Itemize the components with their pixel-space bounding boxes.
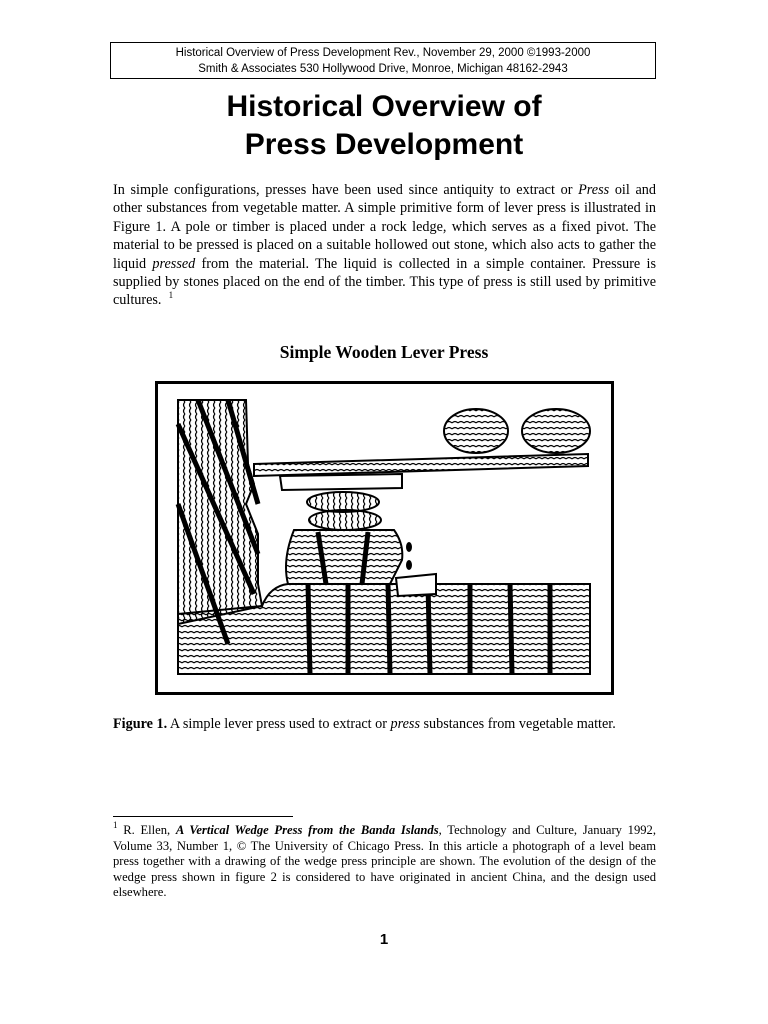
document-header — [110, 42, 656, 79]
title-line-1: Historical Overview of — [226, 90, 542, 123]
footnote-text: , Technology and Culture, January 1992, Volume 33, Number 1, © The University of Chicago Press. In this article a photograph of a level beam press together with a drawing of the wedge press principle are shown. The evolution of the design of the wedge press shown in figure 2 is considered to have originated in ancient China, and the design used elsewhere. — [113, 823, 656, 900]
caption-text-1: A simple lever press used to extract or — [167, 716, 391, 732]
intro-press-word: Press — [578, 182, 610, 198]
footnote-work-title: A Vertical Wedge Press from the Banda Islands — [175, 823, 439, 837]
intro-text-1: In simple configurations, presses have been used since antiquity to extract or — [113, 182, 579, 198]
page-title — [0, 88, 768, 164]
caption-press-word: press — [390, 716, 420, 732]
liquid-container — [396, 574, 436, 596]
pressed-material-1 — [307, 492, 379, 512]
liquid-drop-1 — [406, 542, 412, 552]
header-line-2: Smith & Associates 530 Hollywood Drive, Monroe, Michigan 48162-2943 — [198, 63, 568, 75]
footnote-reference: 1 — [168, 290, 174, 301]
timber-lever — [254, 454, 588, 476]
intro-text-3: from the material. The liquid is collected in a simple container. Pressure is supplied by stones placed on the end of the timber. This type of press is still used by primitive cultures. — [113, 255, 657, 309]
hollowed-stone — [286, 530, 402, 584]
footnote-divider — [113, 816, 293, 817]
intro-pressed-word: pressed — [152, 255, 196, 272]
figure-heading: Simple Wooden Lever Press — [279, 342, 489, 362]
footnote-author: R. Ellen, — [117, 823, 176, 837]
figure-caption — [113, 716, 673, 733]
weight-stone-1 — [444, 409, 508, 453]
caption-label: Figure 1. — [113, 716, 168, 732]
weight-stone-2 — [522, 409, 590, 453]
header-line-1: Historical Overview of Press Development Rev., November 29, 2000 ©1993-2000 — [175, 47, 591, 59]
liquid-drop-2 — [406, 560, 412, 570]
caption-text-2: substances from vegetable matter. — [419, 716, 616, 732]
pressed-material-2 — [309, 510, 381, 530]
intro-text-2: oil and other substances from vegetable matter. A simple primitive form of lever press is illustrated in Figure 1. A pole or timber is placed under a rock ledge, which serves as a fixed pivot. The material to be pressed is placed on a suitable hollowed out stone, which also acts to gather the liquid — [113, 182, 656, 272]
footnote — [113, 820, 656, 901]
intro-paragraph — [113, 181, 656, 310]
page-number: 1 — [379, 931, 389, 948]
pivot-block — [280, 474, 402, 490]
footnote-number: 1 — [113, 820, 118, 830]
lever-press-figure — [155, 381, 614, 695]
title-line-2: Press Development — [244, 128, 524, 161]
lever-press-illustration — [158, 384, 611, 692]
